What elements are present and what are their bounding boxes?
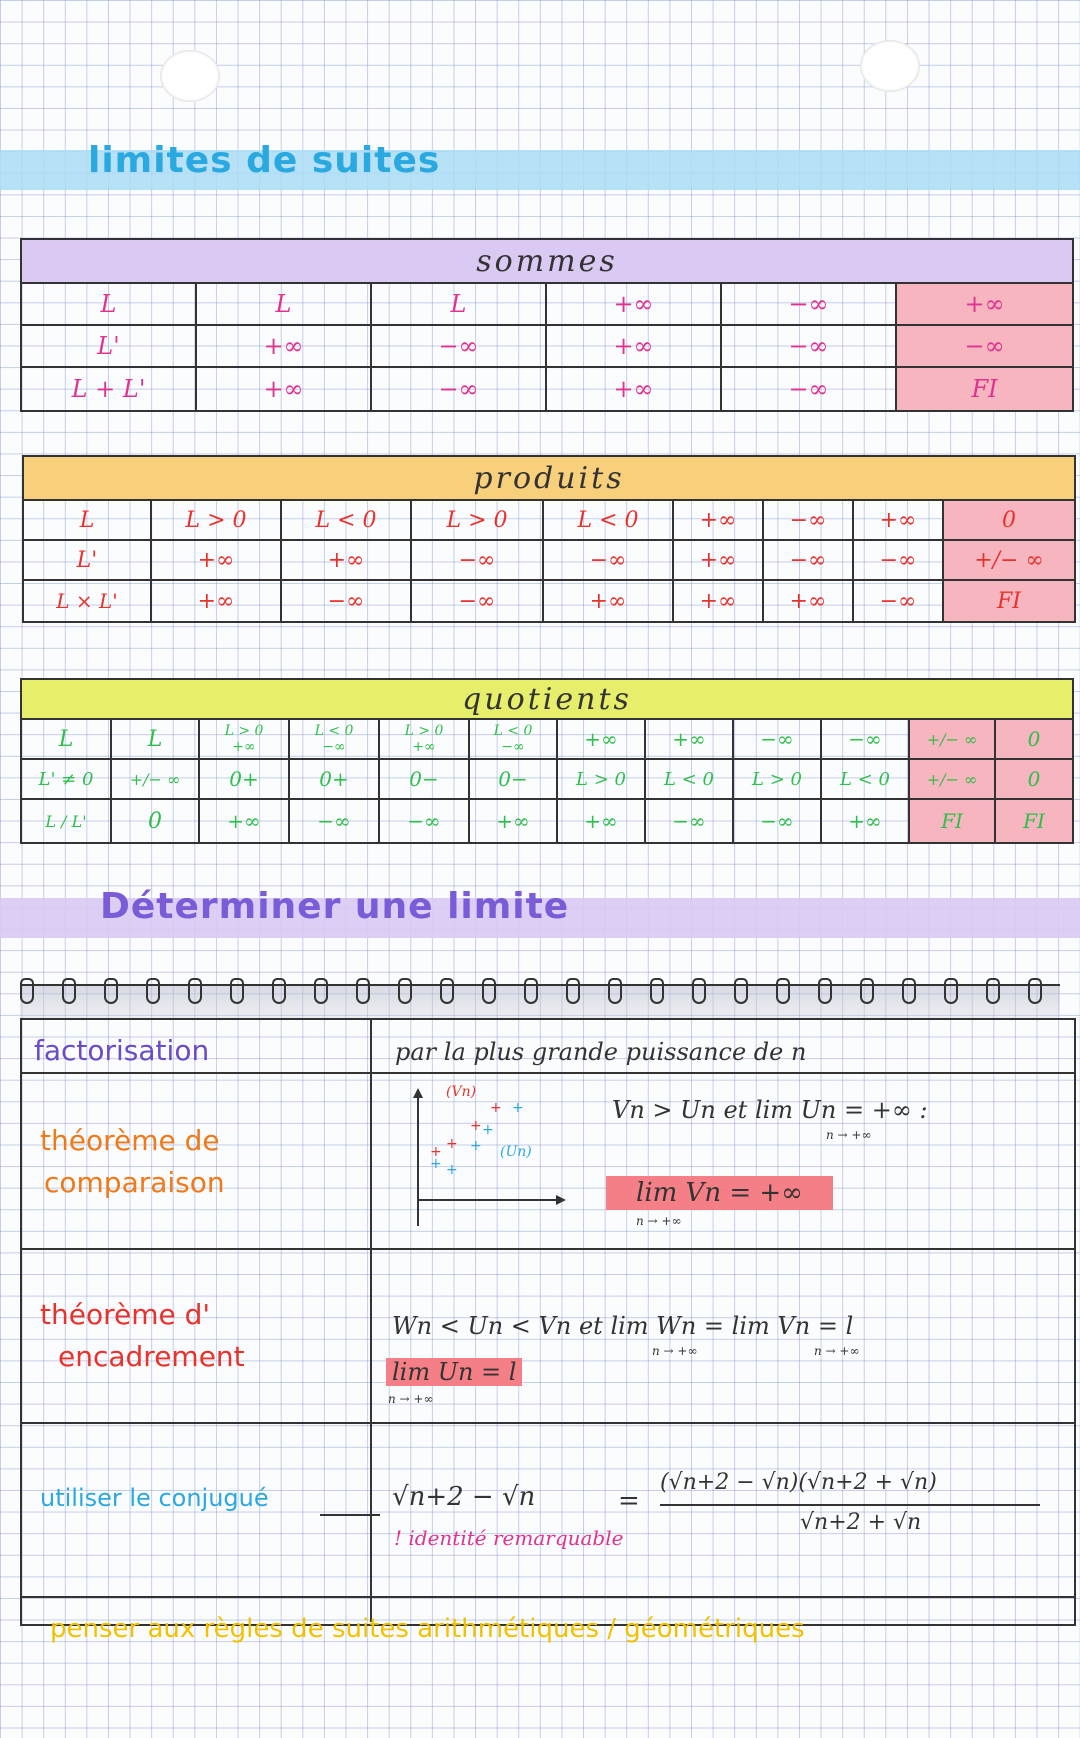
produits-cell: +∞ [673,540,763,580]
quotients-cell: −∞ [733,799,821,843]
sommes-cell: +∞ [546,283,721,325]
produits-cell: +∞ [281,540,411,580]
comparaison-result-sub: n → +∞ [636,1214,682,1228]
method-comparaison-l2: comparaison [44,1166,225,1199]
sommes-cell: −∞ [896,325,1073,367]
sommes-cell: −∞ [721,325,896,367]
produits-cell: −∞ [411,580,543,622]
quotients-cell: −∞ [733,719,821,759]
produits-cell: L [23,500,151,540]
svg-text:+: + [490,1100,502,1116]
sommes-cell: −∞ [371,325,546,367]
sommes-row-1 [21,283,1073,325]
method-encadrement-l1: théorème d' [40,1298,211,1331]
heading-limites: limites de suites [88,140,441,181]
conjugue-underline [320,1514,380,1516]
produits-cell: −∞ [411,540,543,580]
sommes-cell: −∞ [371,367,546,411]
produits-table [22,455,1076,623]
produits-cell: +∞ [763,580,853,622]
row-line [20,1422,1074,1424]
quotients-table [20,678,1074,844]
encadrement-condition: Wn < Un < Vn et lim Wn = lim Vn = l [392,1312,854,1340]
produits-cell: −∞ [763,540,853,580]
sommes-row-3 [21,367,1073,411]
produits-cell: L × L' [23,580,151,622]
produits-cell: −∞ [763,500,853,540]
quotients-cell: 0 [111,799,199,843]
conjugue-note: ! identité remarquable [394,1526,624,1550]
quotients-title: quotients [21,679,1073,719]
quotients-cell: +∞ [557,799,645,843]
sommes-cell: +∞ [896,283,1073,325]
quotients-cell: L / L' [21,799,111,843]
quotients-cell: L [21,719,111,759]
sommes-cell: +∞ [196,367,371,411]
svg-text:+: + [512,1100,524,1116]
produits-row-2 [23,540,1075,580]
quotients-cell: 0− [469,759,557,799]
quotients-cell: +/− ∞ [909,759,995,799]
quotients-cell: L [111,719,199,759]
footer-note: penser aux règles de suites arithmétiques / géométriques [50,1614,805,1644]
quotients-cell: L < 0 [645,759,733,799]
sommes-cell: FI [896,367,1073,411]
produits-cell: +∞ [673,500,763,540]
row-line [20,1248,1074,1250]
sommes-cell: +∞ [546,367,721,411]
produits-cell: FI [943,580,1075,622]
quotients-cell: 0+ [199,759,289,799]
quotients-cell: 0+ [289,759,379,799]
method-factorisation: factorisation [34,1034,210,1067]
produits-cell: L < 0 [281,500,411,540]
produits-row-3 [23,580,1075,622]
produits-cell: +∞ [543,580,673,622]
quotients-cell: +∞ [821,799,909,843]
comparaison-result: lim Vn = +∞ [606,1176,833,1210]
produits-row-1 [23,500,1075,540]
quotients-cell: −∞ [821,719,909,759]
quotients-cell: 0− [379,759,469,799]
fraction-bar [660,1504,1040,1506]
quotients-cell: −∞ [645,799,733,843]
method-comparaison-l1: théorème de [40,1124,220,1157]
quotients-cell: −∞ [289,799,379,843]
conjugue-equals: = [618,1486,640,1516]
comparaison-graph [400,1086,570,1232]
sommes-cell: +∞ [546,325,721,367]
produits-cell: L > 0 [151,500,281,540]
sommes-cell: −∞ [721,367,896,411]
produits-cell: 0 [943,500,1075,540]
sommes-cell: L + L' [21,367,196,411]
produits-cell: −∞ [853,580,943,622]
sommes-cell: L' [21,325,196,367]
quotients-cell: L < 0 −∞ [469,719,557,759]
sommes-cell: +∞ [196,325,371,367]
svg-text:+: + [482,1122,494,1138]
spiral-binding [20,984,1060,1020]
quotients-cell: L > 0 [557,759,645,799]
quotients-cell: +∞ [469,799,557,843]
quotients-cell: L' ≠ 0 [21,759,111,799]
produits-cell: +∞ [853,500,943,540]
row-line [20,1596,1074,1598]
sommes-cell: L [21,283,196,325]
conjugue-denominator: √n+2 + √n [800,1510,922,1535]
quotients-cell: L < 0 −∞ [289,719,379,759]
sommes-cell: L [196,283,371,325]
quotients-cell: +∞ [557,719,645,759]
factorisation-text: par la plus grande puissance de n [395,1038,807,1066]
row-line [20,1072,1074,1074]
quotients-cell: L > 0 +∞ [199,719,289,759]
quotients-cell: +∞ [199,799,289,843]
quotients-cell: FI [995,799,1073,843]
sommes-title: sommes [21,239,1073,283]
quotients-cell: 0 [995,719,1073,759]
quotients-row-2 [21,759,1073,799]
binder-hole-left [160,50,220,102]
comparaison-condition-sub: n → +∞ [826,1128,872,1142]
svg-text:+: + [430,1156,442,1172]
sommes-row-2 [21,325,1073,367]
encadrement-condition-sub2: n → +∞ [814,1344,860,1358]
methods-divider [370,1018,372,1622]
produits-cell: +/− ∞ [943,540,1075,580]
method-encadrement-l2: encadrement [58,1340,245,1373]
svg-text:+: + [470,1118,482,1134]
encadrement-result-sub: n → +∞ [388,1392,434,1406]
encadrement-result: lim Un = l [386,1358,522,1386]
produits-cell: −∞ [543,540,673,580]
quotients-cell: FI [909,799,995,843]
produits-cell: +∞ [151,540,281,580]
produits-cell: −∞ [281,580,411,622]
produits-cell: +∞ [151,580,281,622]
comparaison-condition: Vn > Un et lim Un = +∞ : [612,1096,928,1124]
produits-cell: +∞ [673,580,763,622]
quotients-row-1 [21,719,1073,759]
quotients-cell: +∞ [645,719,733,759]
quotients-cell: 0 [995,759,1073,799]
quotients-cell: +/− ∞ [909,719,995,759]
svg-text:+: + [430,1144,442,1160]
quotients-cell: L > 0 [733,759,821,799]
heading-determiner: Déterminer une limite [100,886,570,927]
quotients-row-3 [21,799,1073,843]
method-conjugue: utiliser le conjugué [40,1484,269,1512]
produits-cell: L > 0 [411,500,543,540]
quotients-cell: +/− ∞ [111,759,199,799]
sommes-table [20,238,1074,412]
sommes-cell: L [371,283,546,325]
conjugue-numerator: (√n+2 − √n)(√n+2 + √n) [660,1470,937,1495]
quotients-cell: L < 0 [821,759,909,799]
quotients-cell: −∞ [379,799,469,843]
graph-label-u: (Un) [500,1144,532,1160]
graph-label-v: (Vn) [446,1084,477,1100]
produits-title: produits [23,456,1075,500]
produits-cell: L' [23,540,151,580]
svg-text:+: + [446,1136,458,1152]
binder-hole-right [860,40,920,92]
sommes-cell: −∞ [721,283,896,325]
encadrement-condition-sub1: n → +∞ [652,1344,698,1358]
svg-text:+: + [446,1162,458,1178]
produits-cell: −∞ [853,540,943,580]
svg-text:+: + [470,1138,482,1154]
produits-cell: L < 0 [543,500,673,540]
quotients-cell: L > 0 +∞ [379,719,469,759]
conjugue-lhs: √n+2 − √n [392,1482,536,1512]
